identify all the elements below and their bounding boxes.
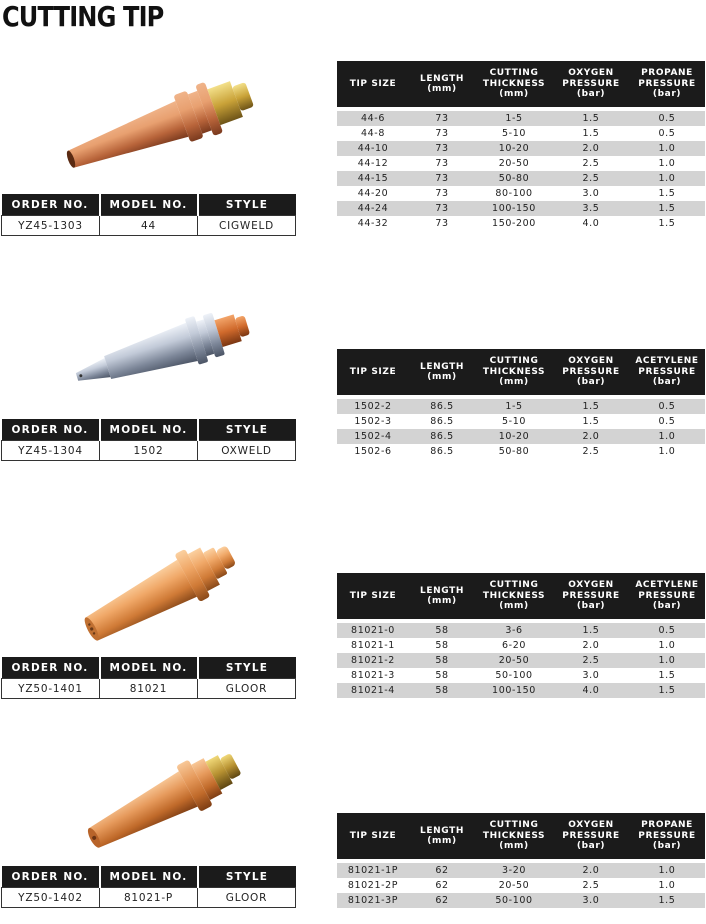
oxygen-cell: 2.5 [553,878,629,893]
length-cell: 58 [409,623,475,638]
tip-size-cell: 44-8 [337,126,409,141]
fuel-cell: 1.5 [629,201,705,216]
style: CIGWELD [198,216,296,236]
tip-size-cell: 44-10 [337,141,409,156]
tip-size-cell: 1502-2 [337,399,409,414]
table-row [337,878,705,893]
table-row [337,111,705,126]
thickness-cell: 20-50 [475,653,553,668]
thickness-cell: 10-20 [475,141,553,156]
tip-size-cell: 44-15 [337,171,409,186]
fuel-cell: 1.5 [629,683,705,698]
oxygen-cell: 2.5 [553,444,629,459]
order-no-header: ORDER NO. [2,419,100,441]
length-cell: 73 [409,186,475,201]
table-row [337,623,705,638]
tip-size-cell: 44-32 [337,216,409,231]
model-no-header: MODEL NO. [100,419,198,441]
page-title: CUTTING TIP [2,0,164,33]
model-no: 1502 [100,441,198,461]
order-no-header: ORDER NO. [2,194,100,216]
thickness-cell: 50-100 [475,893,553,908]
fuel-cell: 1.5 [629,186,705,201]
oxygen-cell: 1.5 [553,414,629,429]
model-no-header: MODEL NO. [100,194,198,216]
oxygen-cell: 2.5 [553,156,629,171]
thickness-cell: 50-80 [475,444,553,459]
oxygen-cell: 2.5 [553,171,629,186]
model-no: 81021 [100,679,198,699]
length-cell: 73 [409,156,475,171]
order-table [1,657,296,699]
thickness-cell: 80-100 [475,186,553,201]
oxygen-cell: 1.5 [553,399,629,414]
spec-table [337,61,705,231]
table-row [337,141,705,156]
thickness-cell: 100-150 [475,201,553,216]
model-no: 44 [100,216,198,236]
fuel-cell: 1.0 [629,863,705,878]
oxygen-cell: 3.0 [553,893,629,908]
length-cell: 86.5 [409,399,475,414]
table-row [337,653,705,668]
fuel-cell: 0.5 [629,111,705,126]
oxygen-pressure-header: OXYGEN PRESSURE (bar) [553,573,629,619]
tip-size-cell: 81021-0 [337,623,409,638]
thickness-cell: 6-20 [475,638,553,653]
oxygen-cell: 3.0 [553,668,629,683]
length-header: LENGTH (mm) [409,813,475,859]
tip-size-header: TIP SIZE [337,813,409,859]
table-row [337,429,705,444]
thickness-cell: 20-50 [475,878,553,893]
length-cell: 86.5 [409,444,475,459]
style-header: STYLE [198,194,296,216]
tip-size-cell: 81021-2 [337,653,409,668]
fuel-cell: 1.5 [629,668,705,683]
table-row [337,683,705,698]
style: GLOOR [198,679,296,699]
oxygen-cell: 4.0 [553,683,629,698]
tip-size-header: TIP SIZE [337,573,409,619]
length-cell: 73 [409,201,475,216]
thickness-cell: 10-20 [475,429,553,444]
table-row [337,414,705,429]
fuel-cell: 0.5 [629,126,705,141]
tip-size-cell: 81021-4 [337,683,409,698]
fuel-pressure-header: PROPANE PRESSURE (bar) [629,813,705,859]
thickness-cell: 150-200 [475,216,553,231]
table-row [337,893,705,908]
tip-size-cell: 44-20 [337,186,409,201]
fuel-cell: 1.5 [629,893,705,908]
tip-size-cell: 44-6 [337,111,409,126]
model-no-header: MODEL NO. [100,657,198,679]
style-header: STYLE [198,866,296,888]
table-row [337,156,705,171]
fuel-cell: 1.0 [629,653,705,668]
tip-size-header: TIP SIZE [337,61,409,107]
spec-table [337,813,705,908]
length-cell: 86.5 [409,429,475,444]
order-no: YZ45-1303 [2,216,100,236]
fuel-cell: 1.5 [629,216,705,231]
tip-size-cell: 81021-1P [337,863,409,878]
oxygen-cell: 2.0 [553,429,629,444]
tip-size-cell: 1502-6 [337,444,409,459]
fuel-cell: 0.5 [629,399,705,414]
order-table [1,419,296,461]
table-row [337,126,705,141]
length-cell: 62 [409,863,475,878]
length-cell: 58 [409,683,475,698]
oxygen-cell: 1.5 [553,111,629,126]
thickness-cell: 50-80 [475,171,553,186]
thickness-cell: 20-50 [475,156,553,171]
cutting-tip-image [65,300,265,400]
fuel-pressure-header: ACETYLENE PRESSURE (bar) [629,573,705,619]
cutting-thickness-header: CUTTING THICKNESS (mm) [475,61,553,107]
thickness-cell: 5-10 [475,414,553,429]
style: GLOOR [198,888,296,908]
thickness-cell: 1-5 [475,399,553,414]
fuel-pressure-header: ACETYLENE PRESSURE (bar) [629,349,705,395]
order-table [1,866,296,908]
cutting-tip-image [72,748,262,848]
table-row [337,399,705,414]
tip-size-cell: 44-12 [337,156,409,171]
cutting-thickness-header: CUTTING THICKNESS (mm) [475,813,553,859]
fuel-cell: 0.5 [629,414,705,429]
fuel-cell: 1.0 [629,141,705,156]
fuel-cell: 1.0 [629,171,705,186]
cutting-tip-image [55,70,275,180]
length-cell: 58 [409,638,475,653]
model-no: 81021-P [100,888,198,908]
fuel-cell: 1.0 [629,429,705,444]
length-cell: 73 [409,141,475,156]
length-cell: 58 [409,668,475,683]
fuel-cell: 1.0 [629,156,705,171]
thickness-cell: 50-100 [475,668,553,683]
order-no: YZ50-1402 [2,888,100,908]
order-no: YZ50-1401 [2,679,100,699]
length-cell: 73 [409,171,475,186]
oxygen-cell: 2.0 [553,863,629,878]
length-cell: 62 [409,878,475,893]
thickness-cell: 3-20 [475,863,553,878]
fuel-cell: 1.0 [629,444,705,459]
fuel-cell: 0.5 [629,623,705,638]
thickness-cell: 1-5 [475,111,553,126]
model-no-header: MODEL NO. [100,866,198,888]
order-no-header: ORDER NO. [2,866,100,888]
length-header: LENGTH (mm) [409,349,475,395]
table-row [337,863,705,878]
fuel-cell: 1.0 [629,638,705,653]
order-no-header: ORDER NO. [2,657,100,679]
length-cell: 73 [409,111,475,126]
spec-table [337,349,705,459]
fuel-cell: 1.0 [629,878,705,893]
cutting-thickness-header: CUTTING THICKNESS (mm) [475,573,553,619]
oxygen-cell: 2.0 [553,638,629,653]
tip-size-cell: 81021-3P [337,893,409,908]
length-cell: 86.5 [409,414,475,429]
tip-size-cell: 44-24 [337,201,409,216]
oxygen-cell: 3.5 [553,201,629,216]
oxygen-pressure-header: OXYGEN PRESSURE (bar) [553,61,629,107]
length-cell: 73 [409,126,475,141]
table-row [337,216,705,231]
order-table [1,194,296,236]
length-header: LENGTH (mm) [409,573,475,619]
length-cell: 62 [409,893,475,908]
tip-size-cell: 81021-2P [337,878,409,893]
table-row [337,444,705,459]
table-row [337,171,705,186]
length-header: LENGTH (mm) [409,61,475,107]
oxygen-pressure-header: OXYGEN PRESSURE (bar) [553,813,629,859]
thickness-cell: 5-10 [475,126,553,141]
length-cell: 73 [409,216,475,231]
tip-size-cell: 81021-3 [337,668,409,683]
oxygen-cell: 2.0 [553,141,629,156]
tip-size-cell: 1502-3 [337,414,409,429]
oxygen-cell: 4.0 [553,216,629,231]
tip-size-cell: 1502-4 [337,429,409,444]
oxygen-pressure-header: OXYGEN PRESSURE (bar) [553,349,629,395]
style-header: STYLE [198,657,296,679]
table-row [337,638,705,653]
cutting-thickness-header: CUTTING THICKNESS (mm) [475,349,553,395]
style: OXWELD [198,441,296,461]
oxygen-cell: 1.5 [553,126,629,141]
oxygen-cell: 3.0 [553,186,629,201]
table-row [337,668,705,683]
thickness-cell: 100-150 [475,683,553,698]
tip-size-cell: 81021-1 [337,638,409,653]
table-row [337,201,705,216]
style-header: STYLE [198,419,296,441]
fuel-pressure-header: PROPANE PRESSURE (bar) [629,61,705,107]
oxygen-cell: 1.5 [553,623,629,638]
thickness-cell: 3-6 [475,623,553,638]
cutting-tip-image [70,535,260,645]
tip-size-header: TIP SIZE [337,349,409,395]
length-cell: 58 [409,653,475,668]
oxygen-cell: 2.5 [553,653,629,668]
table-row [337,186,705,201]
spec-table [337,573,705,698]
order-no: YZ45-1304 [2,441,100,461]
